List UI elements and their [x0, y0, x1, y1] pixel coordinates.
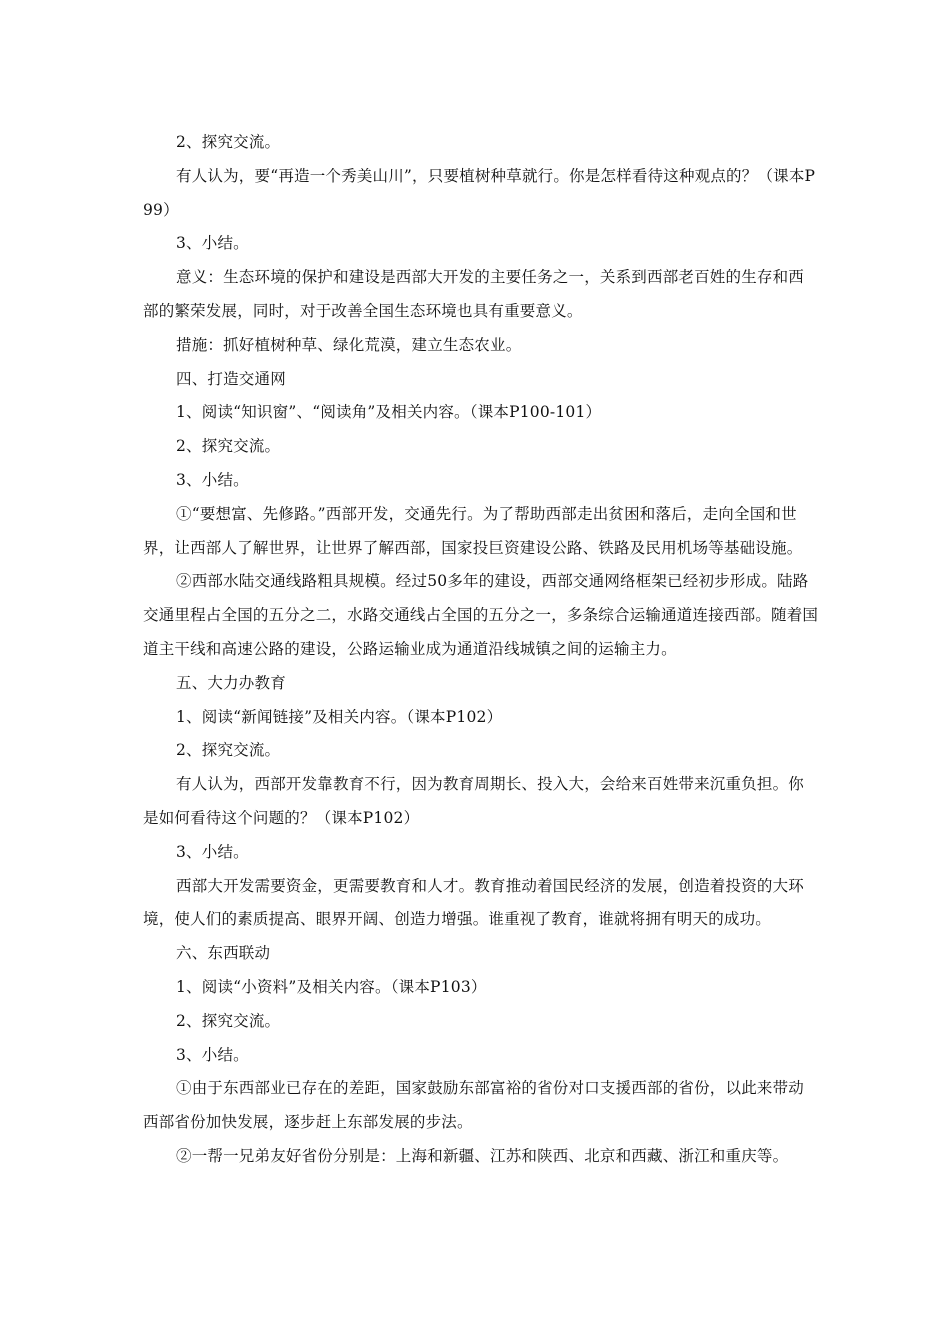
paragraph-east-west-point-2: ②一帮一兄弟友好省份分别是：上海和新疆、江苏和陕西、北京和西藏、浙江和重庆等。	[176, 1146, 789, 1165]
paragraph-east-west-point-1: ①由于东西部业已存在的差距，国家鼓励东部富裕的省份对口支援西部的省份，以此来带动西部省份加快发展，逐步赶上东部发展的步法。	[143, 1079, 805, 1132]
paragraph-step-2-discuss: 2、探究交流。	[176, 741, 281, 760]
paragraph-step-3-summary: 3、小结。	[176, 234, 249, 253]
section-heading-east-west: 六、东西联动	[176, 944, 271, 963]
paragraph-step-2-discuss: 2、探究交流。	[176, 437, 281, 456]
paragraph-measures: 措施：抓好植树种草、绿化荒漠，建立生态农业。	[176, 335, 522, 354]
paragraph-transport-point-1: ①“要想富、先修路。”西部开发，交通先行。为了帮助西部走出贫困和落后，走向全国和世界，让西部人了解世界，让世界了解西部，国家投巨资建设公路、铁路及民用机场等基础设施。	[143, 504, 803, 557]
paragraph-step-3-summary: 3、小结。	[176, 1045, 249, 1064]
paragraph-step-2-discuss: 2、探究交流。	[176, 1011, 281, 1030]
paragraph-education-summary: 西部大开发需要资金，更需要教育和人才。教育推动着国民经济的发展，创造着投资的大环境，使人们的素质提高、眼界开阔、创造力增强。谁重视了教育，谁就将拥有明天的成功。	[143, 876, 805, 929]
section-heading-transport: 四、打造交通网	[176, 369, 286, 388]
paragraph-question-landscape: 有人认为，要“再造一个秀美山川”，只要植树种草就行。你是怎样看待这种观点的？（课本P99）	[143, 166, 816, 219]
paragraph-step-3-summary: 3、小结。	[176, 470, 249, 489]
paragraph-step-1-read: 1、阅读“知识窗”、“阅读角”及相关内容。（课本P100-101）	[176, 403, 602, 422]
paragraph-step-3-summary: 3、小结。	[176, 842, 249, 861]
paragraph-step-2-discuss: 2、探究交流。	[176, 133, 281, 151]
paragraph-step-1-read: 1、阅读“新闻链接”及相关内容。（课本P102）	[176, 707, 503, 726]
document-body	[143, 126, 819, 1174]
paragraph-significance: 意义：生态环境的保护和建设是西部大开发的主要任务之一，关系到西部老百姓的生存和西部的繁荣发展，同时，对于改善全国生态环境也具有重要意义。	[143, 268, 805, 320]
paragraph-transport-point-2: ②西部水陆交通线路粗具规模。经过50多年的建设，西部交通网络框架已经初步形成。陆路交通里程占全国的五分之二，水路交通线占全国的五分之一，多条综合运输通道连接西部。随着国道主干线和高速公路的建设，公路运输业成为通道沿线城镇之间的运输主力。	[143, 572, 819, 658]
paragraph-step-1-read: 1、阅读“小资料”及相关内容。（课本P103）	[176, 977, 487, 996]
paragraph-question-education: 有人认为，西部开发靠教育不行，因为教育周期长、投入大，会给来百姓带来沉重负担。你是如何看待这个问题的？（课本P102）	[143, 775, 805, 827]
section-heading-education: 五、大力办教育	[176, 673, 286, 692]
